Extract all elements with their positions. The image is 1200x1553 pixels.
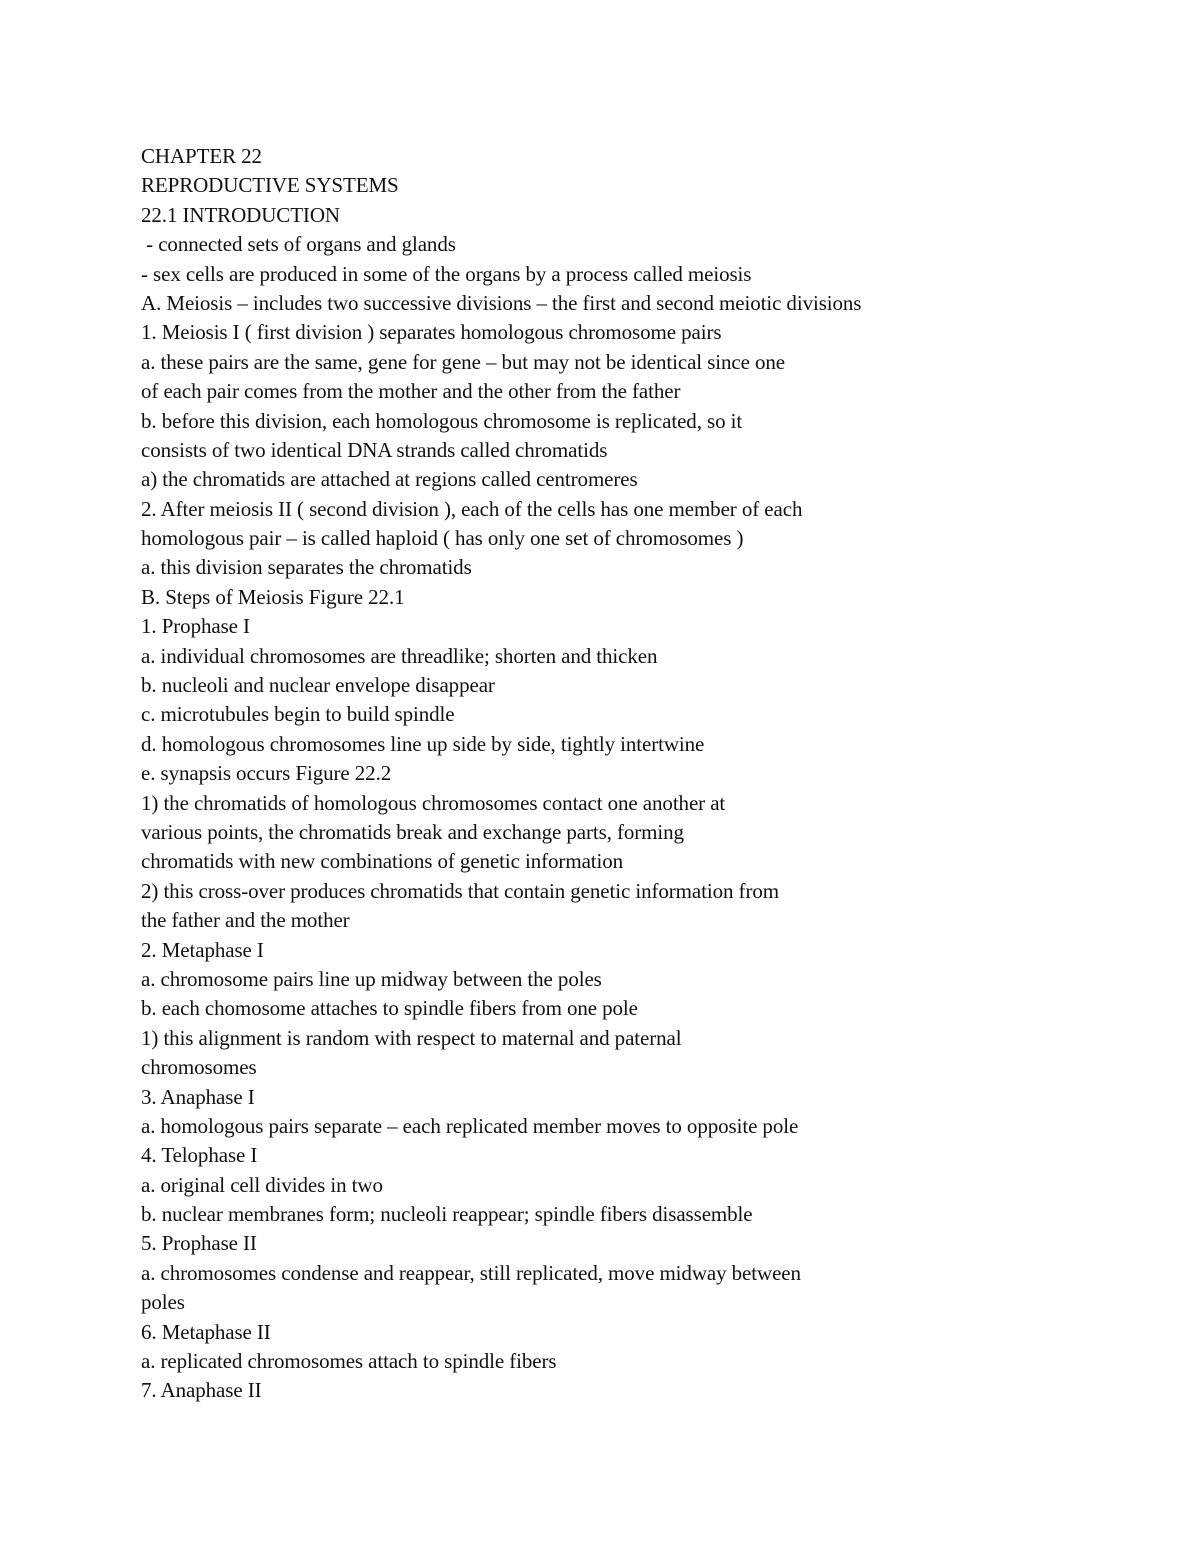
text-line: chromatids with new combinations of genetic information: [141, 849, 624, 874]
text-line: a. chromosome pairs line up midway between the poles: [141, 966, 602, 991]
text-line: b. before this division, each homologous chromosome is replicated, so it: [141, 408, 743, 433]
chapter-number: CHAPTER 22: [141, 144, 262, 168]
text-line: poles: [141, 1290, 185, 1315]
text-line: 1) the chromatids of homologous chromosomes contact one another at: [141, 790, 726, 815]
text-line: 5. Prophase II: [141, 1231, 257, 1256]
text-line: b. nucleoli and nuclear envelope disappear: [141, 673, 495, 698]
text-line: consists of two identical DNA strands called chromatids: [141, 437, 608, 462]
text-line: 1. Meiosis I ( first division ) separates homologous chromosome pairs: [141, 320, 722, 345]
text-line: a. individual chromosomes are threadlike; shorten and thicken: [141, 643, 658, 668]
text-line: a. homologous pairs separate – each replicated member moves to opposite pole: [141, 1113, 799, 1138]
text-line: 1) this alignment is random with respect to maternal and paternal: [141, 1025, 682, 1050]
text-line: 3. Anaphase I: [141, 1084, 255, 1109]
text-line: 2. Metaphase I: [141, 937, 264, 962]
text-line: a. original cell divides in two: [141, 1172, 383, 1197]
text-line: 1. Prophase I: [141, 614, 250, 639]
text-line: 2. After meiosis II ( second division ), each of the cells has one member of each: [141, 496, 803, 521]
text-line: 7. Anaphase II: [141, 1378, 262, 1403]
text-line: various points, the chromatids break and exchange parts, forming: [141, 819, 684, 844]
text-line: a. these pairs are the same, gene for gene – but may not be identical since one: [141, 349, 786, 374]
chapter-title: REPRODUCTIVE SYSTEMS: [141, 173, 399, 198]
section-heading: 22.1 INTRODUCTION: [141, 202, 340, 227]
text-line: d. homologous chromosomes line up side by side, tightly intertwine: [141, 731, 705, 756]
text-line: the father and the mother: [141, 908, 350, 933]
text-line: - sex cells are produced in some of the organs by a process called meiosis: [141, 261, 752, 286]
text-line: A. Meiosis – includes two successive divisions – the first and second meiotic divisions: [141, 290, 862, 315]
text-line: a. replicated chromosomes attach to spindle fibers: [141, 1349, 557, 1374]
text-line: 4. Telophase I: [141, 1143, 258, 1168]
text-line: chromosomes: [141, 1055, 257, 1080]
text-line: of each pair comes from the mother and the other from the father: [141, 379, 681, 404]
text-line: 2) this cross-over produces chromatids that contain genetic information from: [141, 878, 779, 903]
text-line: a) the chromatids are attached at regions called centromeres: [141, 467, 638, 492]
text-line: homologous pair – is called haploid ( has only one set of chromosomes ): [141, 526, 744, 551]
text-line: e. synapsis occurs Figure 22.2: [141, 761, 392, 786]
text-line: a. this division separates the chromatids: [141, 555, 472, 580]
text-line: B. Steps of Meiosis Figure 22.1: [141, 584, 405, 609]
text-line: b. nuclear membranes form; nucleoli reappear; spindle fibers disassemble: [141, 1202, 753, 1227]
text-line: - connected sets of organs and glands: [141, 232, 456, 257]
text-line: b. each chomosome attaches to spindle fibers from one pole: [141, 996, 638, 1021]
text-line: c. microtubules begin to build spindle: [141, 702, 455, 727]
text-line: 6. Metaphase II: [141, 1319, 271, 1344]
text-line: a. chromosomes condense and reappear, still replicated, move midway between: [141, 1260, 801, 1285]
document-body: [141, 142, 1141, 1406]
